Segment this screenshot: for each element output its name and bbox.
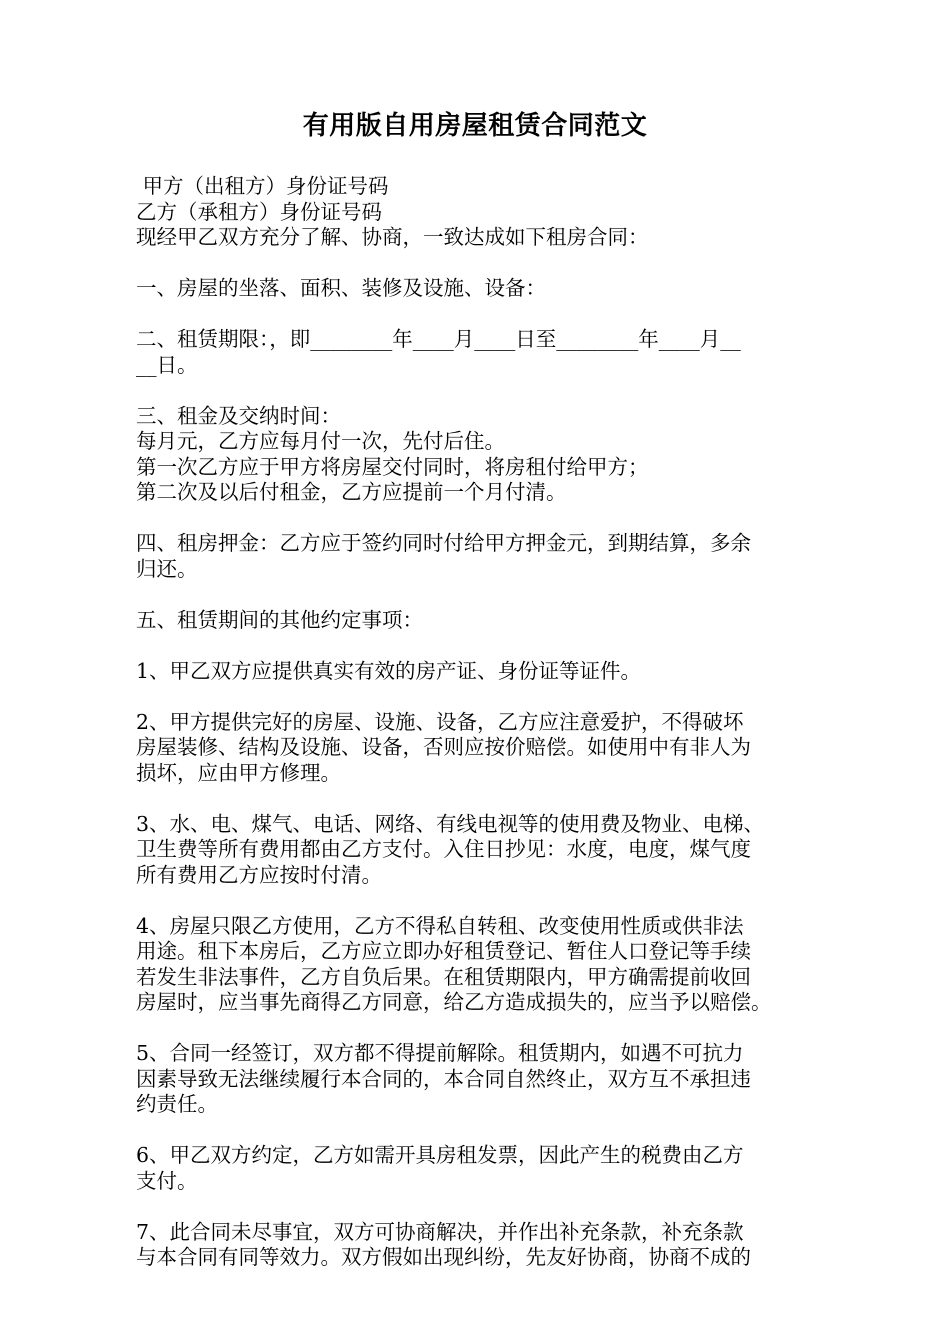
text-line: 一、房屋的坐落、面积、装修及设施、设备：	[136, 276, 546, 300]
blank-line	[136, 506, 826, 532]
text-line: 卫生费等所有费用都由乙方支付。入住日抄见：水度，电度，煤气度	[136, 837, 751, 861]
text-line: 支付。	[136, 1168, 198, 1193]
document-body	[136, 174, 826, 1271]
text-line: 所有费用乙方应按时付清。	[136, 862, 382, 887]
text-line: 4、房屋只限乙方使用，乙方不得私自转租、改变使用性质或供非法	[136, 913, 744, 938]
text-line: 第一次乙方应于甲方将房屋交付同时，将房租付给甲方；	[136, 454, 649, 479]
text-line: 5、合同一经签订，双方都不得提前解除。租赁期内，如遇不可抗力	[136, 1041, 744, 1065]
blank-line	[136, 633, 826, 659]
text-line: 三、租金及交纳时间：	[136, 403, 341, 428]
blank-line	[136, 302, 826, 328]
text-line: 用途。租下本房后，乙方应立即办好租赁登记、暂住人口登记等手续	[136, 939, 751, 963]
text-line: 与本合同有同等效力。双方假如出现纠纷，先友好协商，协商不成的	[136, 1245, 751, 1269]
text-line: 1、甲乙双方应提供真实有效的房产证、身份证等证件。	[136, 658, 642, 683]
text-line: 6、甲乙双方约定，乙方如需开具房租发票，因此产生的税费由乙方	[136, 1143, 744, 1167]
text-line: 每月元，乙方应每月付一次，先付后住。	[136, 429, 505, 453]
text-line: 若发生非法事件，乙方自负后果。在租赁期限内，甲方确需提前收回	[136, 964, 751, 989]
text-line: 第二次及以后付租金，乙方应提前一个月付清。	[136, 480, 567, 504]
text-line: 损坏，应由甲方修理。	[136, 760, 341, 785]
blank-line	[136, 888, 826, 914]
text-line: 2、甲方提供完好的房屋、设施、设备，乙方应注意爱护，不得破坏	[136, 709, 744, 734]
document-title: 有用版自用房屋租赁合同范文	[302, 111, 648, 141]
text-line: 房屋时，应当事先商得乙方同意，给乙方造成损失的，应当予以赔偿。	[136, 990, 772, 1014]
blank-line	[136, 684, 826, 710]
text-line: 现经甲乙双方充分了解、协商，一致达成如下租房合同：	[136, 225, 649, 249]
blank-line	[136, 251, 826, 277]
text-line: __日。	[136, 352, 198, 377]
text-line: 房屋装修、结构及设施、设备，否则应按价赔偿。如使用中有非人为	[136, 735, 751, 759]
text-line: 归还。	[136, 556, 198, 581]
text-line: 乙方（承租方）身份证号码	[136, 199, 382, 224]
text-line: 四、租房押金：乙方应于签约同时付给甲方押金元，到期结算，多余	[136, 531, 751, 555]
text-line: 因素导致无法继续履行本合同的，本合同自然终止，双方互不承担违	[136, 1066, 751, 1091]
blank-line	[136, 1016, 826, 1042]
blank-line	[136, 582, 826, 608]
text-line: 约责任。	[136, 1092, 218, 1116]
text-line: 7、此合同未尽事宜，双方可协商解决，并作出补充条款，补充条款	[136, 1219, 744, 1244]
text-line: 二、租赁期限：，即________年____月____日至________年____月__	[136, 327, 741, 351]
text-line: 3、水、电、煤气、电话、网络、有线电视等的使用费及物业、电梯、	[136, 811, 765, 836]
blank-line	[136, 786, 826, 812]
blank-line	[136, 1118, 826, 1144]
text-line: 五、租赁期间的其他约定事项：	[136, 607, 423, 632]
blank-line	[136, 378, 826, 404]
blank-line	[136, 1194, 826, 1220]
text-line: 甲方（出租方）身份证号码	[136, 174, 389, 198]
